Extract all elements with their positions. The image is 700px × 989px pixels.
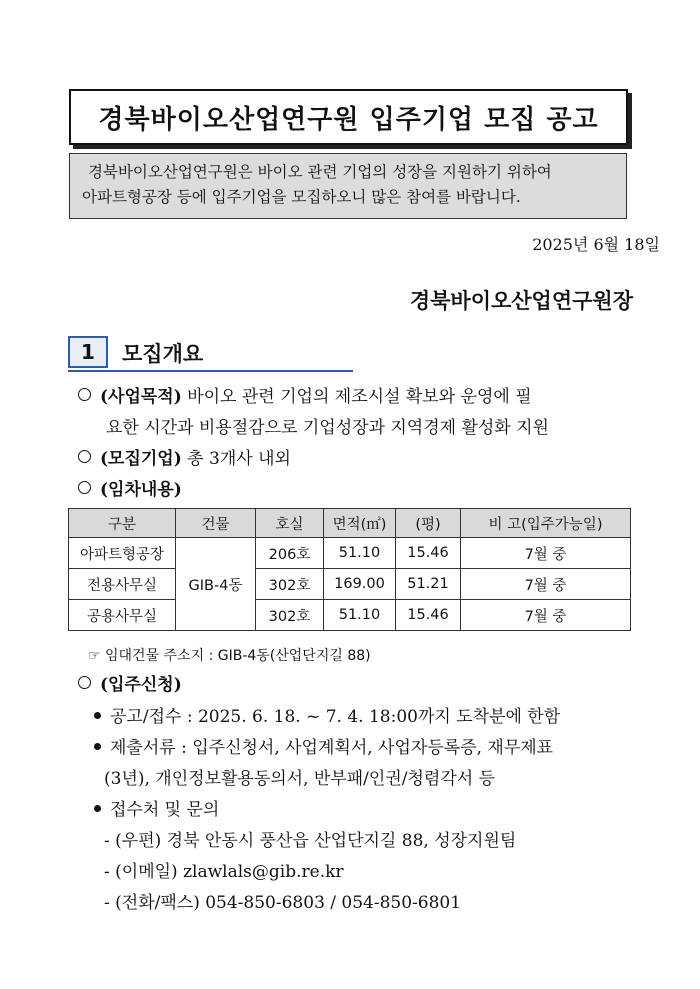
table-cell-area: 51.10 bbox=[324, 538, 396, 569]
period-text: 공고/접수 : 2025. 6. 18. ~ 7. 4. 18:00까지 도착분에 한함 bbox=[110, 707, 561, 727]
table-cell-note: 7월 중 bbox=[461, 538, 631, 569]
table-header: 호실 bbox=[256, 509, 324, 538]
docs-text-1: 제출서류 : 입주신청서, 사업계획서, 사업자등록증, 재무제표 bbox=[110, 738, 554, 758]
purpose-line-1 bbox=[78, 382, 532, 407]
table-cell-pyeong: 15.46 bbox=[396, 600, 461, 631]
docs-line-2: (3년), 개인정보활용동의서, 반부패/인권/청렴각서 등 bbox=[104, 769, 495, 789]
circle-bullet-icon bbox=[78, 388, 91, 401]
intro-box bbox=[69, 153, 627, 219]
table-row bbox=[69, 600, 631, 631]
announcement-date: 2025년 6월 18일 bbox=[532, 235, 660, 254]
section-title: 모집개요 bbox=[122, 342, 204, 366]
contact-line bbox=[94, 795, 219, 820]
table-cell-area: 169.00 bbox=[324, 569, 396, 600]
application-line bbox=[78, 670, 182, 695]
bullet-dot-icon bbox=[94, 743, 101, 750]
circle-bullet-icon bbox=[78, 481, 91, 494]
table-cell-area: 51.10 bbox=[324, 600, 396, 631]
bullet-dot-icon bbox=[94, 805, 101, 812]
table-cell-note: 7월 중 bbox=[461, 569, 631, 600]
intro-line-1: 경북바이오산업연구원은 바이오 관련 기업의 성장을 지원하기 위하여 bbox=[88, 163, 552, 181]
lease-label: (임차내용) bbox=[100, 480, 182, 500]
contact-phone: - (전화/팩스) 054-850-6803 / 054-850-6801 bbox=[104, 893, 462, 913]
table-cell-room: 302호 bbox=[256, 600, 324, 631]
table-cell-type: 아파트형공장 bbox=[69, 538, 176, 569]
page-title: 경북바이오산업연구원 입주기업 모집 공고 bbox=[69, 89, 628, 145]
contact-post: - (우편) 경북 안동시 풍산읍 산업단지길 88, 성장지원팀 bbox=[104, 831, 517, 851]
section-heading bbox=[68, 336, 353, 372]
table-cell-building: GIB-4동 bbox=[176, 538, 256, 631]
section-number: 1 bbox=[68, 336, 108, 368]
table-cell-pyeong: 15.46 bbox=[396, 538, 461, 569]
table-header-row bbox=[69, 509, 631, 538]
table-cell-pyeong: 51.21 bbox=[396, 569, 461, 600]
table-header: 비 고(입주가능일) bbox=[461, 509, 631, 538]
lease-line bbox=[78, 475, 182, 500]
address-note: ☞ 임대건물 주소지 : GIB-4동(산업단지길 88) bbox=[88, 648, 371, 664]
circle-bullet-icon bbox=[78, 450, 91, 463]
purpose-label: (사업목적) bbox=[100, 387, 182, 407]
intro-line-2: 아파트형공장 등에 입주기업을 모집하오니 많은 참여를 바랍니다. bbox=[82, 188, 521, 206]
table-header: (평) bbox=[396, 509, 461, 538]
application-label: (입주신청) bbox=[100, 675, 182, 695]
table-cell-type: 공용사무실 bbox=[69, 600, 176, 631]
companies-label: (모집기업) bbox=[100, 449, 182, 469]
purpose-line-2: 요한 시간과 비용절감으로 기업성장과 지역경제 활성화 지원 bbox=[106, 418, 549, 438]
table-cell-room: 206호 bbox=[256, 538, 324, 569]
contact-label: 접수처 및 문의 bbox=[110, 800, 220, 820]
table-header: 구분 bbox=[69, 509, 176, 538]
contact-email[interactable]: - (이메일) zlawlals@gib.re.kr bbox=[104, 862, 344, 882]
table-cell-type: 전용사무실 bbox=[69, 569, 176, 600]
lease-table bbox=[68, 508, 631, 631]
circle-bullet-icon bbox=[78, 676, 91, 689]
signer: 경북바이오산업연구원장 bbox=[409, 289, 633, 313]
table-cell-note: 7월 중 bbox=[461, 600, 631, 631]
bullet-dot-icon bbox=[94, 712, 101, 719]
table-header: 건물 bbox=[176, 509, 256, 538]
period-line bbox=[94, 702, 560, 727]
docs-line-1 bbox=[94, 733, 553, 758]
table-row bbox=[69, 538, 631, 569]
companies-text: 총 3개사 내외 bbox=[181, 449, 291, 469]
table-header: 면적(㎡) bbox=[324, 509, 396, 538]
table-cell-room: 302호 bbox=[256, 569, 324, 600]
purpose-text-1: 바이오 관련 기업의 제조시설 확보와 운영에 필 bbox=[181, 387, 532, 407]
companies-line bbox=[78, 444, 291, 469]
table-row bbox=[69, 569, 631, 600]
